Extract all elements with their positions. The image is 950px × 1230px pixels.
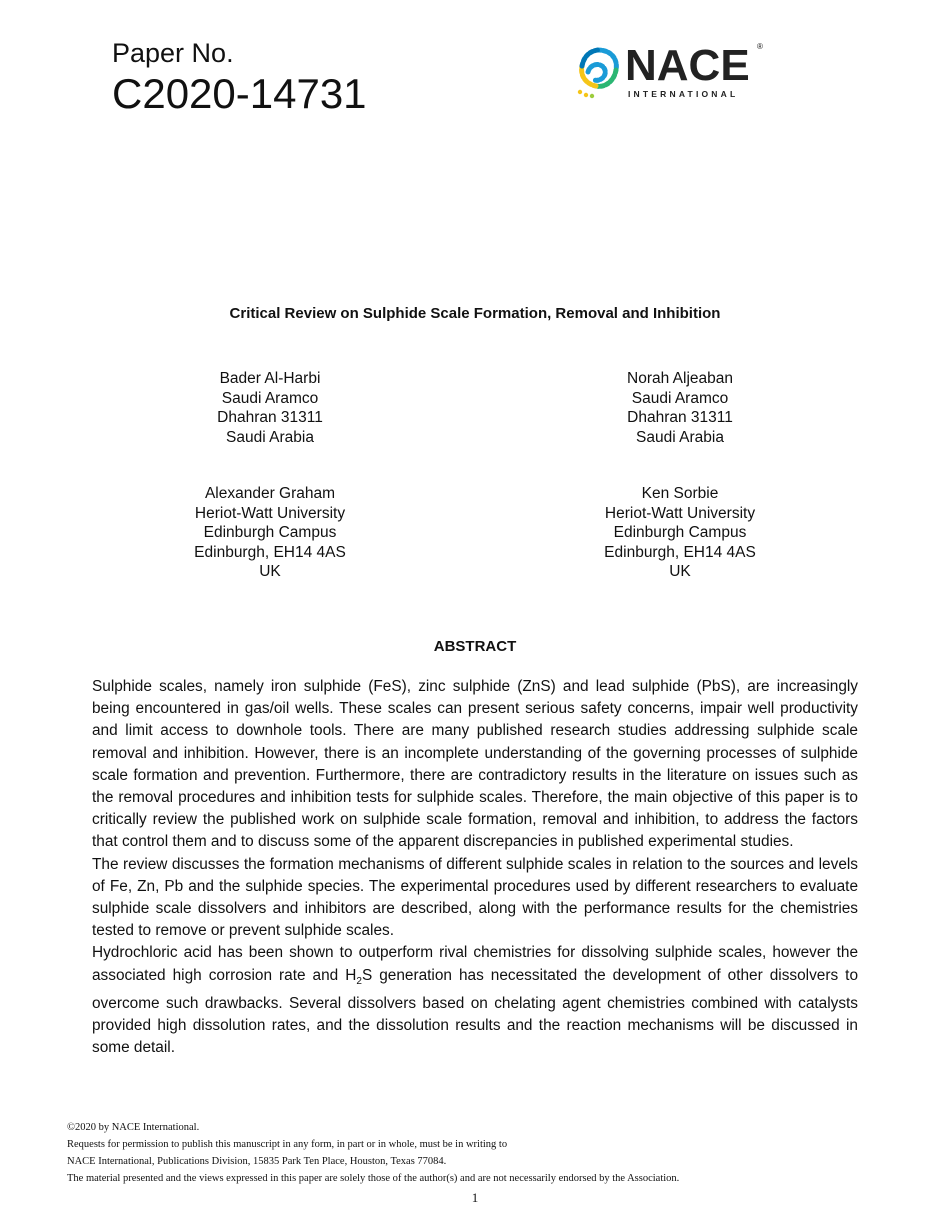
author-affiliation: Heriot-Watt University xyxy=(194,504,346,522)
author-city: Dhahran 31311 xyxy=(627,409,733,426)
paper-label: Paper No. xyxy=(112,38,234,68)
author-city: Edinburgh, EH14 4AS xyxy=(604,543,756,561)
author-campus: Edinburgh Campus xyxy=(203,524,337,541)
abstract-text: S generation has necessitated the development of other dissolvers to overcome such drawbacks. Several dissolvers based on chelating agent chemistries combined with catalysts provided high dissolution rates, and the dissolution results and the reaction mechanisms will be discussed in some detail. xyxy=(92,966,859,1057)
abstract-paragraph xyxy=(92,942,858,1059)
author-block xyxy=(550,369,810,447)
author-city: Dhahran 31311 xyxy=(217,409,323,426)
author-name: Alexander Graham xyxy=(204,485,336,502)
footer-line: The material presented and the views expressed in this paper are solely those of the author(s) and are not necessarily endorsed by the Association. xyxy=(67,1173,680,1184)
abstract-body xyxy=(92,676,858,1060)
author-name: Ken Sorbie xyxy=(641,485,719,502)
author-country: Saudi Arabia xyxy=(226,428,314,446)
author-affiliation: Heriot-Watt University xyxy=(604,504,756,522)
author-country: Saudi Arabia xyxy=(636,428,724,446)
paper-number: C2020-14731 xyxy=(112,70,367,117)
footer-line: NACE International, Publications Division, 15835 Park Ten Place, Houston, Texas 77084. xyxy=(67,1156,447,1167)
author-name: Bader Al-Harbi xyxy=(219,370,321,387)
registered-mark: ® xyxy=(757,42,763,51)
author-block xyxy=(140,369,400,447)
author-affiliation: Saudi Aramco xyxy=(631,389,729,407)
logo-subtitle: INTERNATIONAL xyxy=(628,89,739,99)
logo-wordmark: NACE xyxy=(625,41,750,90)
author-campus: Edinburgh Campus xyxy=(613,524,747,541)
nace-ring-logo-icon xyxy=(570,42,626,102)
abstract-text: Hydrochloric acid has been shown to outperform rival chemistries for dissolving sulphide scales, however the associated high corrosion rate and H xyxy=(92,944,858,984)
author-block xyxy=(550,484,810,582)
author-city: Edinburgh, EH14 4AS xyxy=(194,543,346,561)
abstract-heading: ABSTRACT xyxy=(433,638,517,655)
copyright-footer xyxy=(67,1119,887,1187)
nace-logo xyxy=(570,42,770,102)
subscript: 2 xyxy=(356,975,362,987)
author-affiliation: Saudi Aramco xyxy=(221,389,319,407)
author-country: UK xyxy=(259,563,281,580)
author-block xyxy=(140,484,400,582)
footer-line: ©2020 by NACE International. xyxy=(67,1122,200,1133)
page-number: 1 xyxy=(471,1190,479,1205)
author-name: Norah Aljeaban xyxy=(627,370,733,387)
abstract-paragraph: Sulphide scales, namely iron sulphide (FeS), zinc sulphide (ZnS) and lead sulphide (PbS), are increasingly being encountered in gas/oil wells. These scales can present serious safety concerns, impair well productivity and limit access to downhole tools. There are many published research studies addressing sulphide scale removal and inhibition. However, there is an incomplete understanding of the governing processes of sulphide scale formation and prevention. Furthermore, there are contradictory results in the literature on issues such as the removal procedures and inhibition tests for sulphide scales. Therefore, the main objective of this paper is to critically review the published work on sulphide scale formation, removal and inhibition, to address the factors that control them and to discuss some of the apparent discrepancies in published experimental studies. xyxy=(92,678,858,851)
paper-number-block xyxy=(112,40,367,115)
abstract-paragraph: The review discusses the formation mechanisms of different sulphide scales in relation to the sources and levels of Fe, Zn, Pb and the sulphide species. The experimental procedures used by different researchers to evaluate sulphide scale dissolvers and inhibitors are described, along with the performance results for the chemistries tested to remove or prevent sulphide scales. xyxy=(92,855,858,940)
paper-title: Critical Review on Sulphide Scale Formation, Removal and Inhibition xyxy=(229,305,721,322)
author-country: UK xyxy=(669,563,691,580)
footer-line: Requests for permission to publish this manuscript in any form, in part or in whole, must be in writing to xyxy=(67,1139,508,1150)
